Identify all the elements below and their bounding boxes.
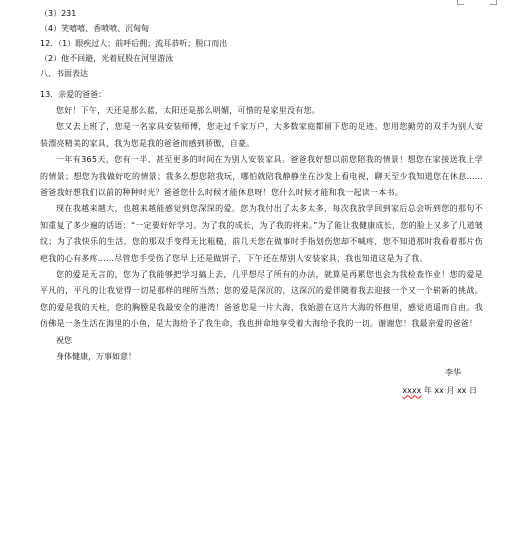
answer-12-1: 12．（1）眼疾过人；前呼后拥；流耳恭听；脱口而出: [40, 39, 228, 48]
letter-paragraph: 一年有365天，您有一半、甚至更多的时间在为别人安装家具。爸爸我好想以前您陪我的情景！想您在家接送我上学的情景；想您为我做好吃的情景；我多么想您陪我玩，哪怕就陪我静静坐在沙发上看电视，聊天至少我知道您在休息……爸爸我好想我们以前的种种时光？爸爸您什么时候才能休息呀！您什么时候才能和我一起读一本书。: [40, 155, 483, 198]
answer-3: （3）231: [40, 9, 77, 18]
signature-name: 李华: [445, 367, 461, 377]
letter-closing: 祝您: [56, 335, 72, 345]
letter-paragraph: 现在我越来越大，也越来越能感觉到您深深的爱。您为我付出了太多太多，每次我放学回到家后总会听到您的那句不知重复了多少遍的话语：“一定要好好学习。为了我的成长，为了我的将来。”为了能让我健康成长，您的脸上又多了几道皱纹；为了我快乐的生活，您的那双手变得无比粗糙，前几天您在做事时手指划伤您却不喊疼，您不知道那时我看着那片伤疤我的心有多疼……尽管您手受伤了您早上还是做饼子，下午还在帮别人安装家具，我也知道这是为了我。: [40, 204, 483, 263]
answer-4: （4）笑嘻嘻、香喷喷、沉甸甸: [40, 24, 150, 33]
section-title: 八、书面表达: [40, 69, 88, 78]
date-year-placeholder: xxxx: [402, 385, 422, 395]
answer-12-2: （2）他不回避，光着屁股在河里游泳: [40, 54, 174, 63]
signature-date: [402, 383, 477, 399]
page-corner-mark: [457, 0, 497, 4]
letter-paragraph: 您又去上班了，您是一名家具安装师傅，您走过千家万户，大多数家庭都留下您的足迹。您用您勤劳的双手为别人安装漂亮精美的家具，我为您是我的爸爸而感到骄傲，自豪。: [40, 122, 483, 148]
letter-wish: 身体健康，万事如意！: [56, 351, 136, 361]
letter-heading: 13．亲爱的爸爸：: [40, 90, 107, 99]
signature-block: [40, 365, 483, 399]
date-rest: 年 xx 月 xx 日: [421, 385, 477, 395]
letter-paragraph: 您好！下午，天还是那么蓝，太阳还是那么明媚，可惜的是家里没有您。: [56, 106, 320, 115]
letter-paragraph: 您的爱是无言的，您为了我能够把学习搞上去，几乎想尽了所有的办法，就算是再累您也会为我检查作业！您的爱是平凡的，平凡的让我觉得一切是那样的理所当然；您的爱是深沉的，这深沉的爱伴随着我去迎接一个又一个崭新的挑战。您的爱是我的天柱，您的胸膛是我最安全的港湾！爸爸您是一片大海，我始游在这片大海的怀抱里，感觉逍遥而自由。我仿佛是一条生活在海里的小鱼，是大海给予了我生命，我也拼命地享受着大海给予我的一切。谢谢您！我最亲爱的爸爸！: [40, 270, 483, 329]
